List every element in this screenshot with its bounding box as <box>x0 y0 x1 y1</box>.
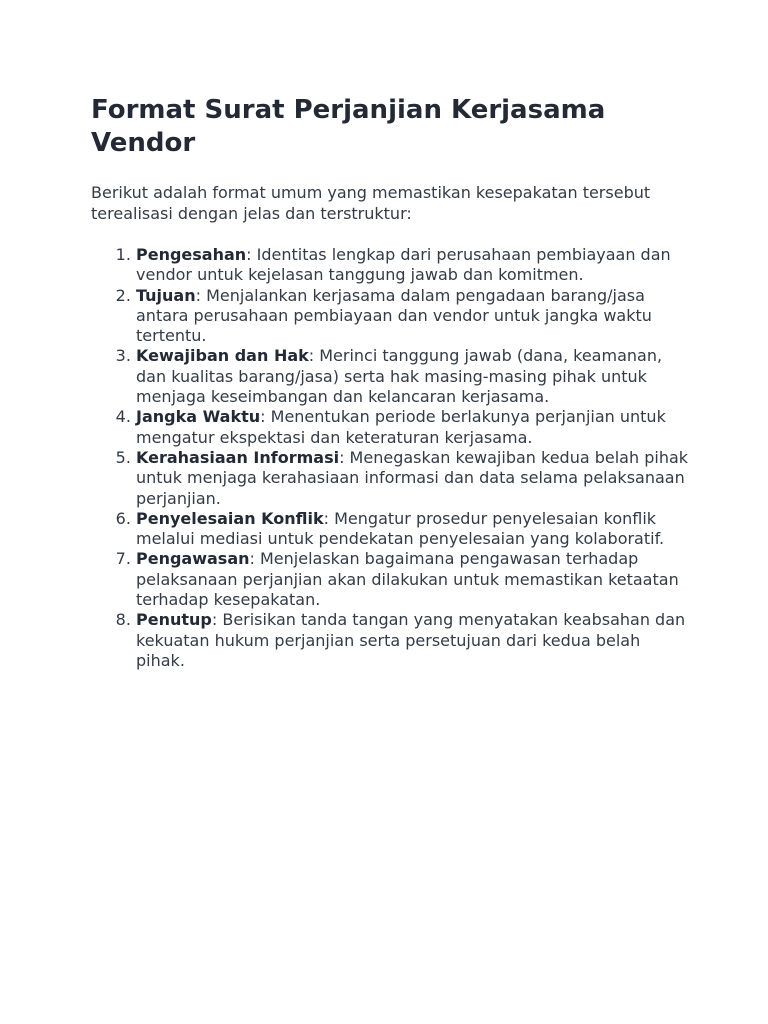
list-item-text: : Menjalankan kerjasama dalam pengadaan barang/jasa antara perusahaan pembiayaan dan vendor untuk jangka waktu tertentu. <box>136 285 652 346</box>
list-item-text: : Identitas lengkap dari perusahaan pembiayaan dan vendor untuk kejelasan tanggung jawab dan komitmen. <box>136 245 671 285</box>
list-item <box>136 509 691 550</box>
intro-paragraph: Berikut adalah format umum yang memastikan kesepakatan tersebut terealisasi dengan jelas dan terstruktur: <box>91 183 651 223</box>
list-item-term: Penutup <box>136 610 212 630</box>
list-item <box>136 407 691 448</box>
list-item <box>136 448 691 509</box>
list-item-term: Penyelesaian Konflik <box>136 508 324 528</box>
list-item-text: : Berisikan tanda tangan yang menyatakan keabsahan dan kekuatan hukum perjanjian serta persetujuan dari kedua belah pihak. <box>136 610 686 670</box>
list-item <box>136 286 691 347</box>
list-item-term: Kewajiban dan Hak <box>136 346 309 366</box>
list-item-term: Pengesahan <box>136 245 247 264</box>
list-item-text: : Menjelaskan bagaimana pengawasan terhadap pelaksanaan perjanjian akan dilakukan untuk memastikan ketaatan terhadap kesepakatan. <box>136 549 679 610</box>
list-item-text: : Mengatur prosedur penyelesaian konflik melalui mediasi untuk pendekatan penyelesaian yang kolaboratif. <box>136 508 665 549</box>
document-page <box>91 94 691 671</box>
list-item-term: Tujuan <box>136 285 196 305</box>
list-item-text: : Menentukan periode berlakunya perjanjian untuk mengatur ekspektasi dan keteraturan kerjasama. <box>136 407 666 447</box>
list-item-text: : Menegaskan kewajiban kedua belah pihak untuk menjaga kerahasiaan informasi dan data selama pelaksanaan perjanjian. <box>136 447 689 508</box>
list-item <box>136 245 691 286</box>
list-item-text: : Merinci tanggung jawab (dana, keamanan, dan kualitas barang/jasa) serta hak masing-masing pihak untuk menjaga keseimbangan dan kelancaran kerjasama. <box>136 346 663 407</box>
list-item <box>136 346 691 407</box>
list-item <box>136 549 691 610</box>
list-item-term: Jangka Waktu <box>136 407 261 427</box>
list-item <box>136 610 691 671</box>
page-title: Format Surat Perjanjian Kerjasama Vendor <box>91 95 606 158</box>
format-list <box>91 245 691 671</box>
list-item-term: Pengawasan <box>136 549 250 569</box>
list-item-term: Kerahasiaan Informasi <box>136 447 340 467</box>
